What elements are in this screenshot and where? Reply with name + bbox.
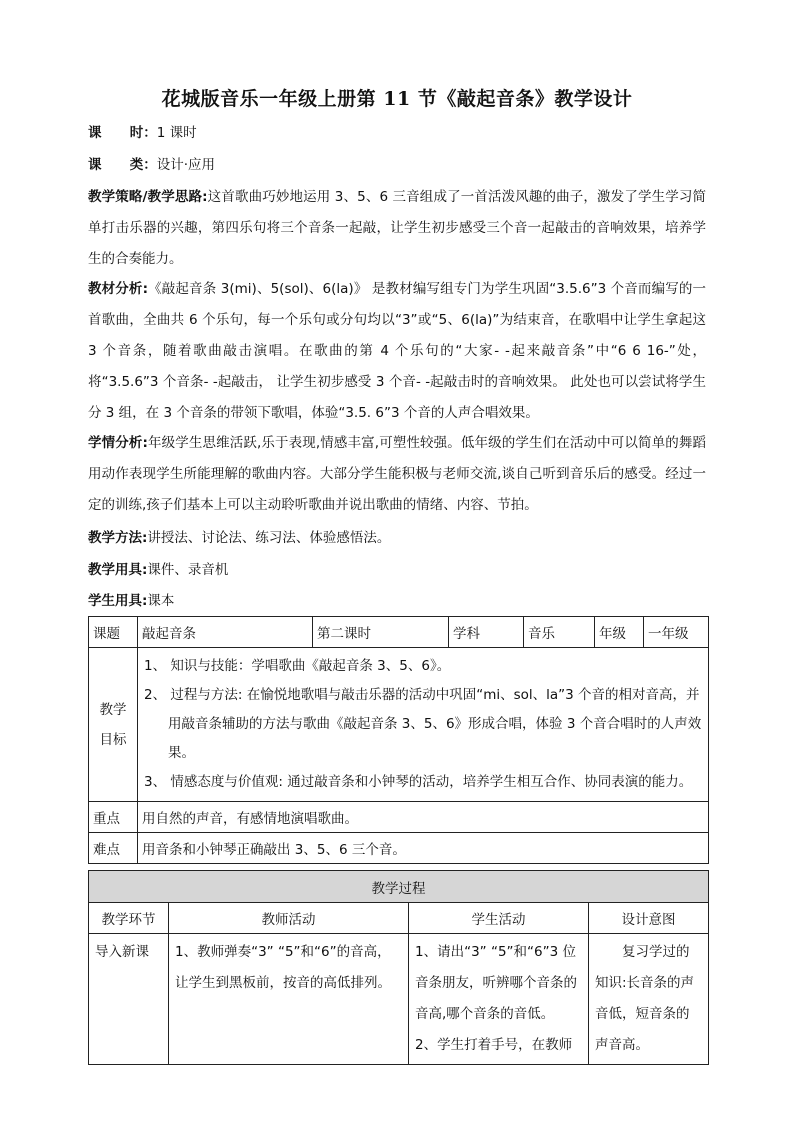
column-header: 教学环节 [89, 903, 169, 934]
grade-label-cell: 年级 [595, 617, 644, 648]
grade-value-cell: 一年级 [644, 617, 709, 648]
teaching-process-table [88, 870, 709, 1065]
student-tools-label: 学生用具: [88, 593, 148, 609]
students-text: 年级学生思维活跃,乐于表现,情感丰富,可塑性较强。低年级的学生们在活动中可以简单的舞蹈用动作表现学生所能理解的歌曲内容。大部分学生能积极与老师交流,谈自己听到音乐后的感受。经过一定的训练,孩子们基本上可以主动聆听歌曲并说出歌曲的情绪、内容、节拍。 [88, 435, 706, 513]
material-label: 教材分析: [88, 281, 148, 297]
type-line [88, 153, 708, 178]
difficulty-label-cell: 难点 [89, 833, 138, 864]
table-row [89, 802, 709, 833]
column-header: 设计意图 [589, 903, 709, 934]
strategy-paragraph [88, 182, 706, 275]
period-label: 课 时： [88, 125, 157, 141]
focus-text-cell: 用自然的声音，有感情地演唱歌曲。 [138, 802, 709, 833]
focus-label-cell: 重点 [89, 802, 138, 833]
type-value: 设计·应用 [156, 157, 215, 173]
column-header: 教师活动 [169, 903, 409, 934]
methods-line [88, 523, 706, 554]
tools-text: 课件、录音机 [147, 562, 229, 578]
table-row [89, 833, 709, 864]
type-label: 课 类： [88, 157, 157, 173]
goal-item: 2、 过程与方法: 在愉悦地歌唱与敲击乐器的活动中巩固“mi、sol、la”3 个音的相对音高，并用敲音条辅助的方法与歌曲《敲起音条 3、5、6》形成合唱，体验 3 个音合唱时的人声效果。 [144, 687, 702, 761]
table-row [89, 617, 709, 648]
tools-label: 教学用具: [88, 562, 148, 578]
subject-label-cell: 课题 [89, 617, 138, 648]
teacher-activity-cell: 1、教师弹奏“3” “5”和“6”的音高，让学生到黑板前，按音的高低排列。 [169, 934, 409, 1065]
stage-cell: 导入新课 [89, 934, 169, 1065]
strategy-label: 教学策略/教学思路: [88, 189, 208, 205]
lesson-info-table [88, 616, 709, 864]
student-activity-item: 1、请出“3” “5”和“6”3 位音条朋友，听辨哪个音条的音高,哪个音条的音低。 [415, 944, 577, 1022]
period-value: 1 课时 [156, 125, 197, 141]
goal-item: 1、 知识与技能：学唱歌曲《敲起音条 3、5、6》。 [144, 658, 451, 674]
discipline-value-cell: 音乐 [524, 617, 595, 648]
goals-cell [138, 648, 709, 802]
period-line [88, 121, 708, 146]
methods-text: 讲授法、讨论法、练习法、体验感悟法。 [147, 530, 391, 546]
process-heading: 教学过程 [89, 871, 709, 903]
students-label: 学情分析: [88, 435, 148, 451]
student-activity-cell [409, 934, 589, 1065]
table-row [89, 871, 709, 903]
table-row [89, 903, 709, 934]
material-text: 《敲起音条 3(mi)、5(sol)、6(la)》 是教材编写组专门为学生巩固“3.5.6”3 个音而编写的一首歌曲，全曲共 6 个乐句，每一个乐句或分句均以“3”或“5、6(la)”为结束音，在歌唱中让学生拿起这 3 个音条，随着歌曲敲击演唱。在歌曲的第 4 个乐句的“大家- -起来敲音条”中“6 6 16-”处，将“3.5.6”3 个音条- -起敲击， 让学生初步感受 3 个音- -起敲击时的音响效果。 此处也可以尝试将学生分 3 组，在 3 个音条的带领下歌唱，体验“3.5. 6”3 个音的人声合唱效果。 [88, 281, 707, 421]
student-activity-item: 2、学生打着手号，在教师 [415, 1037, 573, 1053]
discipline-label-cell: 学科 [449, 617, 524, 648]
table-row [89, 648, 709, 802]
design-intent-cell: 复习学过的知识:长音条的声音低，短音条的声音高。 [589, 934, 709, 1065]
material-paragraph [88, 274, 706, 429]
subject-value-cell: 敲起音条 [138, 617, 313, 648]
goals-label-cell: 教学 目标 [89, 648, 138, 802]
lesson-number-cell: 第二课时 [313, 617, 449, 648]
document-title: 花城版音乐一年级上册第 11 节《敲起音条》教学设计 [161, 88, 633, 110]
student-tools-text: 课本 [147, 593, 175, 609]
tools-line [88, 555, 706, 586]
column-header: 学生活动 [409, 903, 589, 934]
difficulty-text-cell: 用音条和小钟琴正确敲出 3、5、6 三个音。 [138, 833, 709, 864]
strategy-text: 这首歌曲巧妙地运用 3、5、6 三音组成了一首活泼风趣的曲子，激发了学生学习简单打击乐器的兴趣，第四乐句将三个音条一起敲，让学生初步感受三个音一起敲击的音响效果，培养学生的合奏能力。 [88, 189, 706, 267]
students-paragraph [88, 428, 706, 521]
methods-label: 教学方法: [88, 530, 148, 546]
student-tools-line [88, 586, 706, 617]
table-row [89, 934, 709, 1065]
goal-item: 3、 情感态度与价值观: 通过敲音条和小钟琴的活动，培养学生相互合作、协同表演的能力。 [144, 774, 693, 790]
